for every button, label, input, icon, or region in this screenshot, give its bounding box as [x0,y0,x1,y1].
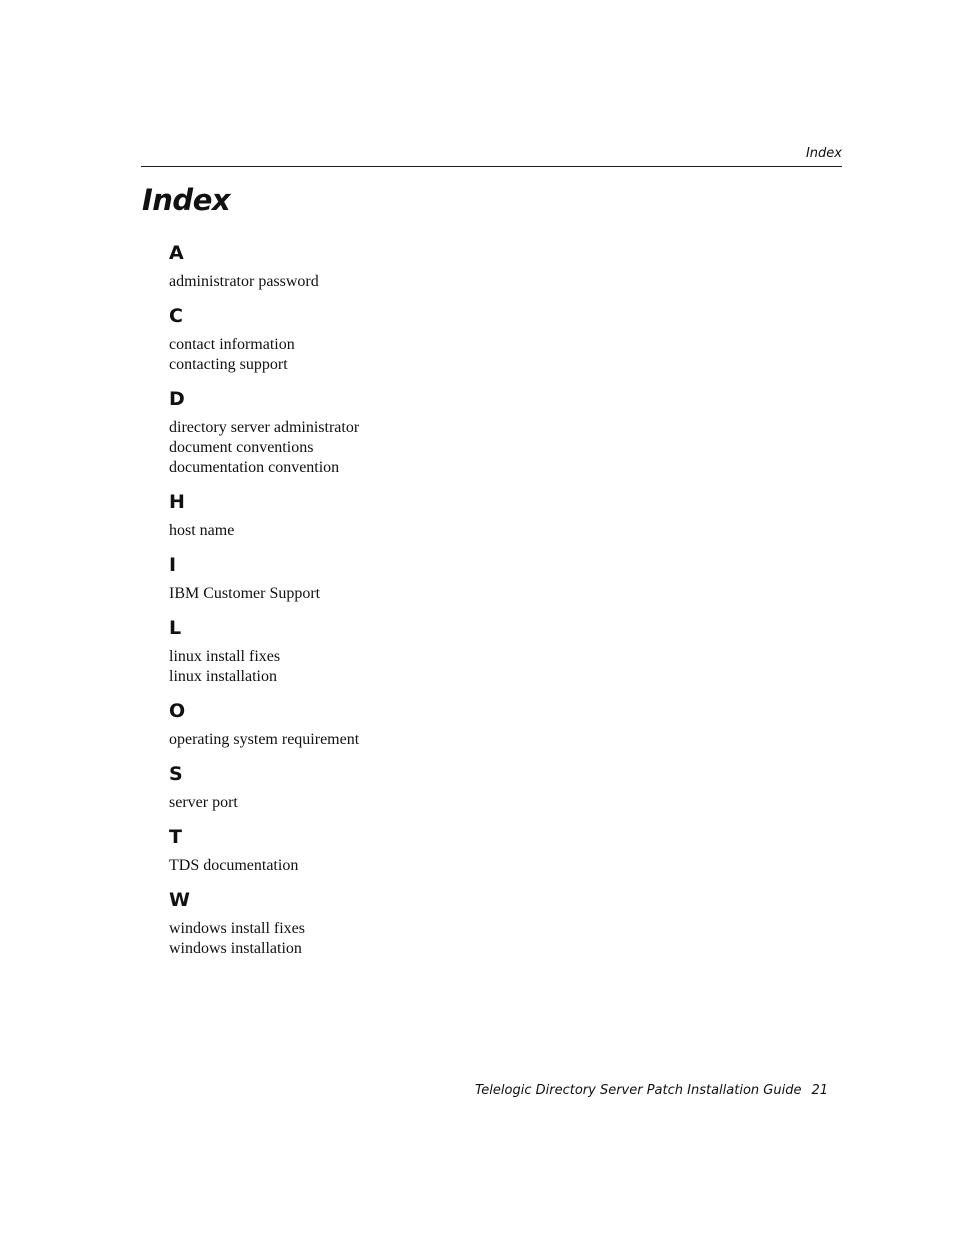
index-letter: C [169,305,183,327]
index-letter: T [169,826,182,848]
index-entry: windows installation [169,940,302,957]
index-letter: D [169,388,185,410]
index-entry: contact information [169,336,295,353]
index-letter: I [169,554,177,576]
index-section-c [169,304,669,375]
index-letter: W [169,889,190,911]
index-section-w [169,888,669,959]
index-entry-list [169,418,669,478]
index-section-d [169,387,669,478]
page-title: Index [142,183,231,217]
index-entry: linux installation [169,668,277,685]
index-section-h [169,490,669,541]
index-entry: windows install fixes [169,920,305,937]
index-entry-list [169,335,669,375]
index-section-o [169,699,669,750]
index-section-t [169,825,669,876]
index-entry: linux install fixes [169,648,281,665]
index-entry-list [169,793,669,813]
index-letter: S [169,763,183,785]
index-body [169,241,669,971]
running-head: Index [805,146,842,161]
footer-guide-title: Telelogic Directory Server Patch Installation Guide [474,1083,802,1098]
index-entry-list [169,730,669,750]
index-letter: A [169,242,184,264]
index-entry: TDS documentation [169,857,299,874]
index-letter: O [169,700,186,722]
index-entry-list [169,584,669,604]
index-entry: document conventions [169,439,314,456]
index-letter: H [169,491,185,513]
index-letter: L [169,617,182,639]
index-entry-list [169,647,669,687]
index-entry: documentation convention [169,459,340,476]
index-entry: server port [169,794,238,811]
footer-page-number: 21 [811,1083,828,1098]
index-entry: operating system requirement [169,731,360,748]
index-entry: contacting support [169,356,288,373]
index-entry: directory server administrator [169,419,360,436]
index-entry-list [169,521,669,541]
index-section-l [169,616,669,687]
running-foot [475,1082,828,1100]
index-section-a [169,241,669,292]
index-section-s [169,762,669,813]
index-entry-list [169,919,669,959]
index-entry-list [169,856,669,876]
header-rule [141,166,842,167]
index-entry: host name [169,522,235,539]
index-entry: IBM Customer Support [169,585,321,602]
index-section-i [169,553,669,604]
index-entry-list [169,272,669,292]
index-entry: administrator password [169,273,319,290]
